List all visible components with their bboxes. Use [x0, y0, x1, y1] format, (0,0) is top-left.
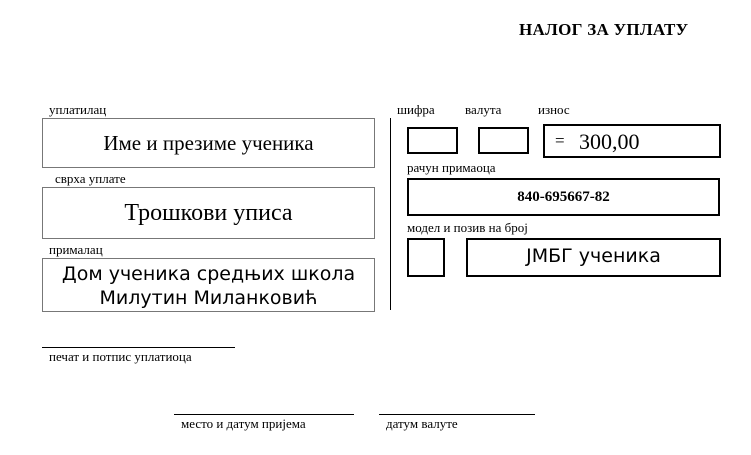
amount-value: 300,00	[579, 129, 640, 154]
purpose-label: сврха уплате	[55, 171, 126, 186]
currency-field[interactable]	[478, 127, 529, 154]
recipient-field[interactable]	[42, 258, 375, 312]
recipient-label: прималац	[49, 242, 103, 257]
code-label: шифра	[397, 102, 435, 117]
reference-value: ЈМБГ ученика	[526, 245, 661, 267]
column-divider	[390, 118, 391, 310]
model-field[interactable]	[407, 238, 445, 277]
amount-label: износ	[538, 102, 570, 117]
value-date-line	[379, 414, 535, 415]
value-date-label: датум валуте	[386, 416, 458, 431]
place-date-label: место и датум пријема	[181, 416, 306, 431]
reference-field[interactable]	[466, 238, 721, 277]
account-value: 840-695667-82	[517, 188, 610, 205]
reference-label: модел и позив на број	[407, 220, 528, 235]
amount-field[interactable]	[543, 124, 721, 158]
payer-field[interactable]	[42, 118, 375, 168]
place-date-line	[174, 414, 354, 415]
purpose-field[interactable]	[42, 187, 375, 239]
signature-label: печат и потпис уплатиоца	[49, 349, 192, 364]
amount-equals-sign: =	[555, 131, 565, 150]
payer-label: уплатилац	[49, 102, 107, 117]
recipient-line-1: Дом ученика средњих школа	[61, 263, 356, 285]
form-title: НАЛОГ ЗА УПЛАТУ	[519, 20, 689, 39]
recipient-line-2: Милутин Миланковић	[99, 287, 318, 309]
account-label: рачун примаоца	[407, 160, 496, 175]
account-field[interactable]	[407, 178, 720, 216]
payer-value: Име и презиме ученика	[103, 130, 314, 155]
purpose-value: Трошкови уписа	[124, 199, 293, 226]
signature-line	[42, 347, 235, 348]
code-field[interactable]	[407, 127, 458, 154]
currency-label: валута	[465, 102, 502, 117]
